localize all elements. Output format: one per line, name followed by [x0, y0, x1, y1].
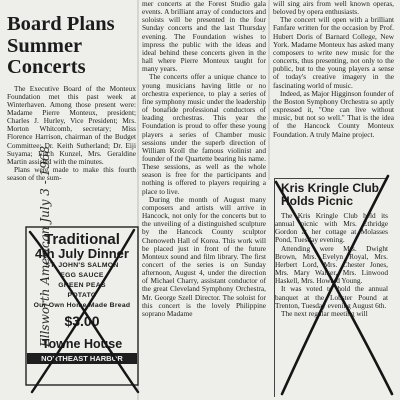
col1-paragraph: The Executive Board of the Monteux Foundation met this past week at Winterhaven. Among those present were: Madame Pierre Monteux, president; Charles J. Hurley, Vice President; Mrs. Morton Whitcomb, secretary; Miss Florence Harrison, chairman of the Budget Committee; Dr. Keith Sutherland; Dr. Eiji Suyama; Erich Kunzel, Mrs. Geraldine Martin assisted with the minutes.: [7, 83, 136, 166]
ad-restaurant-name: Towne House: [41, 337, 123, 351]
column-2: [142, 0, 266, 318]
col3-paragraph: will sing airs from well known operas, beloved by opera enthusiasts.: [273, 0, 394, 17]
ad-title: Traditional: [44, 231, 120, 248]
col2-paragraph: mer concerts at the Forest Studio gala events. A brilliant array of conductors and soloists will be presented in the four Sunday concerts and the last Thursday evening. The Foundation wishes to impress the public with the ideas and ideal behind these concerts given in the hall where Pierre Monteux taught for many years.: [142, 0, 266, 74]
headline: Board Plans Summer Concerts: [7, 13, 115, 78]
ad-menu-item: GREEN PEAS: [58, 282, 106, 289]
col1-paragraph: Plans were made to make this fourth season of the sum-: [7, 165, 136, 183]
ad-menu-item: ST. JOHN'S SALMON: [45, 262, 119, 269]
sidebar-paragraph: It was voted to hold the annual banquet at the Lobster Pound at Trenton, Tuesday evening August 6th.: [275, 284, 388, 310]
sidebar-paragraph: The next regular meeting will: [281, 308, 368, 318]
ad-menu-item: POTATO: [67, 292, 97, 299]
column-1: [7, 0, 136, 182]
handwritten-source-note: Ellsworth American July 3 - 1968: [38, 145, 52, 347]
ad-menu-item: Our Own Home Made Bread: [33, 302, 131, 309]
sidebar-paragraph: The Kris Kringle Club held its annual picnic with Mrs. Ethridge Gordon at her cottage at Molasses Pond, Tuesday evening.: [275, 211, 388, 245]
col3-paragraph: Indeed, as Major Higginson founder of the Boston Symphony Orchestra so aptly expressed it, "One can live without music, but not so well." That is the idea of the Hancock County Monteux Foundation. A truly Maine project.: [273, 88, 394, 139]
sidebar-paragraph: Attending were Mrs. Dwight Brown, Mrs. Evelyn Royal, Mrs. Herbert Lord, Mrs. Chester Jones, Mrs. Mary Walker, Mrs. Linwood Haskell, Mrs. Howard Young.: [275, 243, 388, 286]
col2-paragraph: During the month of August many composers and artists will arrive in Hancock, not only for the concerts but to the unveiling of a distinguished sculpture by the Hancock County sculptor Chenoweth Hall of Korea. This work will be placed just in front of the future Monteux sound and film library. The first concert of the series is on Sunday afternoon, August 4, under the direction of Michael Charry, assistant conductor of the great Cleveland Symphony Orchestra, Mr. George Szell Director. The soloist for this concert is the lovely Philippine soprano Madame: [142, 194, 266, 318]
ad-menu-item: EGG SAUCE: [60, 272, 104, 279]
kris-kringle-article: [274, 178, 388, 397]
ad-location: NORTHEAST HARBOR: [27, 353, 137, 364]
col3-paragraph: The concert will open with a brilliant Fanfare written for the occasion by Prof. Hubert Doris of Barnard College, New York. Madame Monteux has asked many composers to write new music for the concerts, thus presenting, not only to the public, but to the young players a sense of today's creative imagery in the fascinating world of music.: [273, 15, 394, 90]
sidebar-headline: Kris Kringle Club Holds Picnic: [281, 181, 380, 208]
column-3: [273, 0, 394, 139]
ad-subtitle: 4th July Dinner: [35, 246, 129, 261]
ad-price: $3.00: [64, 313, 100, 329]
col2-paragraph: The concerts offer a unique chance to young musicians having little or no orchestra experience, to play a series of fine symphony music under the leadership of bonafide professional conductors of leading orchestras. This year the Foundation is proud to offer these young players a series of Chamber music sessions under the superb direction of William Kroll the famous violinist and founder of the Quartette bearing his name. These sessions, as well as the whole season is free for the participants and nothing is offered to players requiring a place to live.: [142, 72, 266, 196]
